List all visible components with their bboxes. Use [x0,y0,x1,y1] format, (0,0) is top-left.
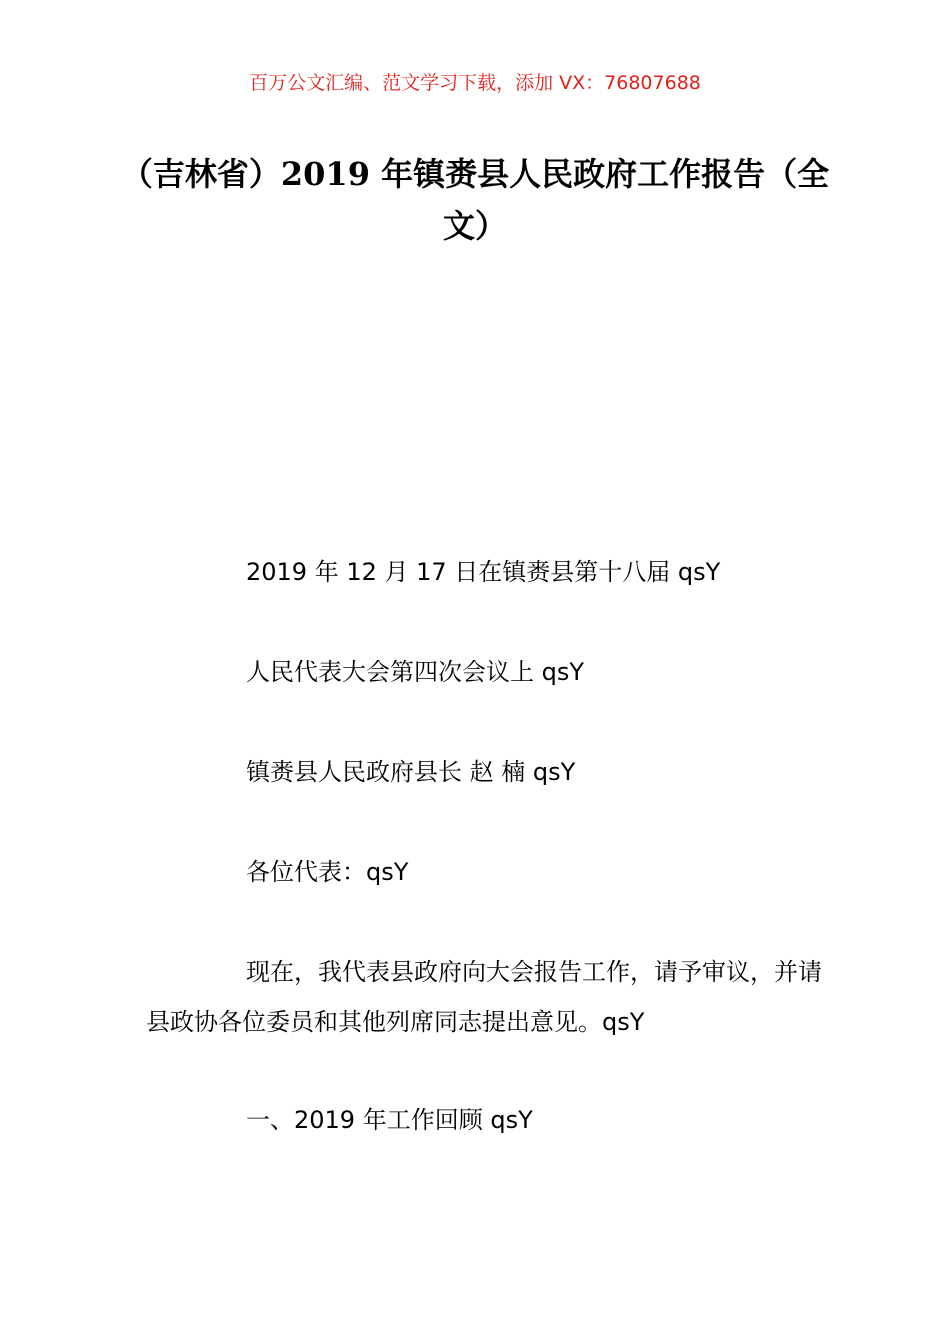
salutation: 各位代表：qsY [246,858,409,886]
document-title: （吉林省）2019 年镇赉县人民政府工作报告（全文） [120,155,830,245]
watermark-notice: 百万公文汇编、范文学习下载，添加 VX：76807688 [249,72,701,94]
opening-paragraph: 现在，我代表县政府向大会报告工作，请予审议，并请县政协各位委员和其他列席同志提出意见。qsY [146,958,822,1036]
section-heading: 一、2019 年工作回顾 qsY [246,1106,533,1134]
date-line: 2019 年 12 月 17 日在镇赉县第十八届 qsY [246,558,721,586]
speaker-line: 镇赉县人民政府县长 赵 楠 qsY [246,758,576,786]
meeting-line: 人民代表大会第四次会议上 qsY [246,658,585,686]
